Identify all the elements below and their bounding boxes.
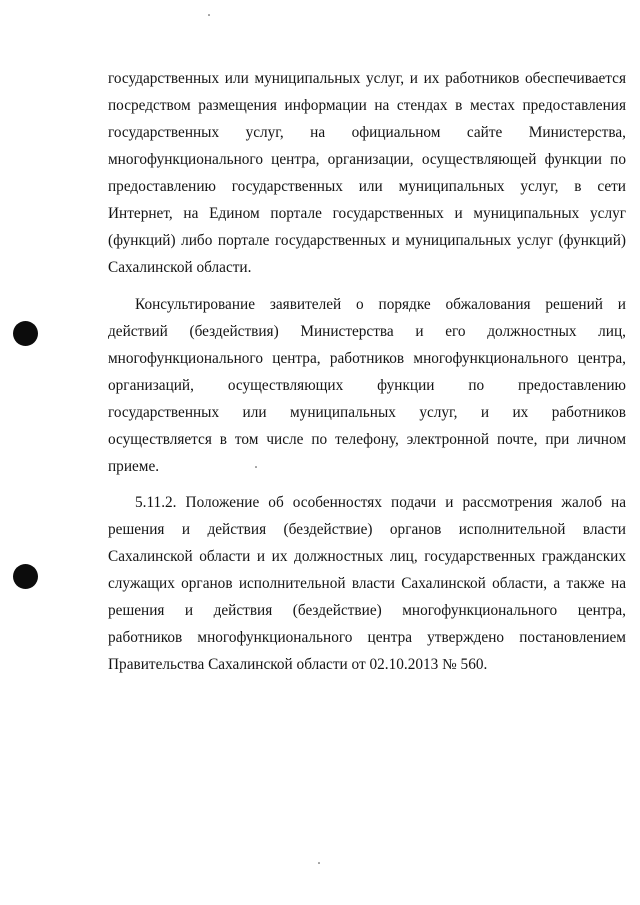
text-line: государственных или муниципальных услуг, и их работников bbox=[108, 404, 626, 421]
punch-hole-lower bbox=[13, 564, 38, 589]
text-line: работников многофункционального центра утверждено постановлением bbox=[108, 629, 626, 646]
text-line: служащих органов исполнительной власти Сахалинской области, а также на bbox=[108, 575, 626, 592]
text-line: Интернет, на Едином портале государственных и муниципальных услуг bbox=[108, 205, 626, 222]
text-line: организаций, осуществляющих функции по предоставлению bbox=[108, 377, 626, 394]
text-line: государственных или муниципальных услуг, и их работников обеспечивается bbox=[108, 70, 626, 87]
text-line: решения и действия (бездействие) органов исполнительной власти bbox=[108, 521, 626, 538]
text-line: действий (бездействия) Министерства и его должностных лиц, bbox=[108, 323, 626, 340]
text-line: осуществляется в том числе по телефону, электронной почте, при личном bbox=[108, 431, 626, 448]
text-line: Консультирование заявителей о порядке обжалования решений и bbox=[135, 296, 626, 313]
text-line: многофункционального центра, работников многофункционального центра, bbox=[108, 350, 626, 367]
scan-speck bbox=[208, 14, 210, 16]
text-line: (функций) либо портале государственных и муниципальных услуг (функций) bbox=[108, 232, 626, 249]
text-line: Правительства Сахалинской области от 02.10.2013 № 560. bbox=[108, 656, 488, 673]
text-line: предоставлению государственных или муниципальных услуг, в сети bbox=[108, 178, 626, 195]
scan-speck bbox=[318, 862, 320, 864]
punch-hole-upper bbox=[13, 321, 38, 346]
text-line: Сахалинской области. bbox=[108, 259, 252, 276]
text-line: посредством размещения информации на стендах в местах предоставления bbox=[108, 97, 626, 114]
text-line: многофункционального центра, организации, осуществляющей функции по bbox=[108, 151, 626, 168]
text-line: государственных услуг, на официальном сайте Министерства, bbox=[108, 124, 626, 141]
text-line: приеме. bbox=[108, 458, 160, 475]
text-line: решения и действия (бездействие) многофункционального центра, bbox=[108, 602, 626, 619]
text-line: Сахалинской области и их должностных лиц, государственных гражданских bbox=[108, 548, 626, 565]
text-line: 5.11.2. Положение об особенностях подачи и рассмотрения жалоб на bbox=[135, 494, 626, 511]
